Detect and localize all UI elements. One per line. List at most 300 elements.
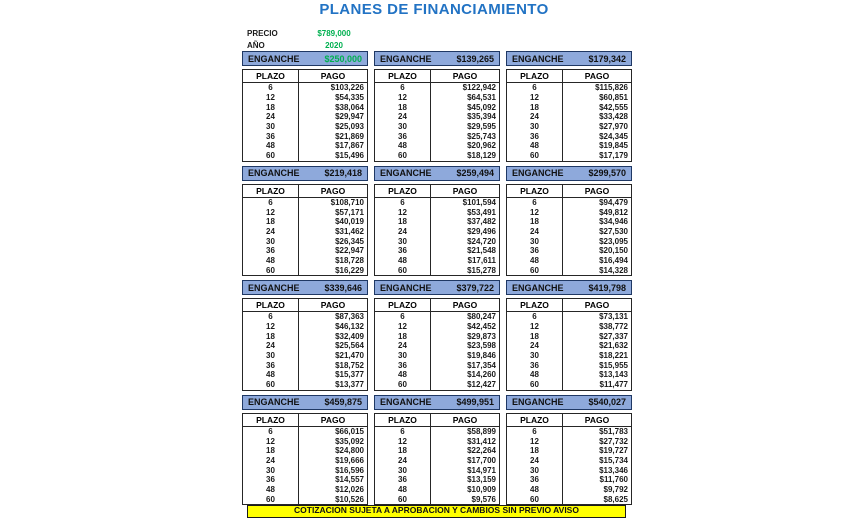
- pago-value: $25,564: [335, 341, 364, 351]
- pago-value: $21,548: [467, 246, 496, 256]
- plazo-value: 12: [243, 93, 299, 103]
- plazo-value: 36: [375, 360, 431, 370]
- enganche-label: ENGANCHE: [512, 168, 564, 178]
- pago-value: $25,093: [335, 122, 364, 132]
- plazo-column-header: PLAZO: [243, 185, 299, 197]
- plazo-value: 30: [507, 351, 563, 361]
- plan-card: [242, 166, 368, 277]
- payment-row: [375, 131, 499, 141]
- payment-table-header: [243, 185, 367, 198]
- payment-row: [243, 217, 367, 227]
- pago-value: $24,800: [335, 446, 364, 456]
- payment-row: [243, 236, 367, 246]
- pago-value: $24,720: [467, 236, 496, 246]
- pago-value: $54,335: [335, 93, 364, 103]
- enganche-label: ENGANCHE: [512, 53, 564, 64]
- payment-row: [375, 485, 499, 495]
- plazo-value: 24: [375, 227, 431, 237]
- payment-row: [243, 494, 367, 504]
- plazo-value: 30: [375, 351, 431, 361]
- pago-value: $42,555: [599, 102, 628, 112]
- pago-value: $49,812: [599, 207, 628, 217]
- enganche-header: [242, 166, 368, 181]
- plazo-column-header: PLAZO: [375, 70, 431, 82]
- plazo-value: 6: [375, 83, 431, 93]
- payment-row: [507, 93, 631, 103]
- plazo-value: 48: [507, 485, 563, 495]
- payment-row: [375, 227, 499, 237]
- price-info-block: [247, 27, 358, 51]
- plazo-value: 18: [243, 102, 299, 112]
- plans-grid: [242, 51, 632, 505]
- payment-row: [507, 360, 631, 370]
- plazo-value: 48: [507, 256, 563, 266]
- plazo-value: 24: [507, 341, 563, 351]
- payment-row: [243, 151, 367, 161]
- payment-table-header: [375, 70, 499, 83]
- plazo-value: 30: [507, 236, 563, 246]
- payment-row: [507, 436, 631, 446]
- pago-value: $16,494: [599, 255, 628, 265]
- price-value: $789,000: [317, 28, 351, 38]
- plazo-value: 24: [507, 112, 563, 122]
- enganche-label: ENGANCHE: [380, 53, 432, 64]
- plazo-value: 12: [243, 436, 299, 446]
- payment-row: [243, 256, 367, 266]
- payment-row: [507, 331, 631, 341]
- payment-row: [375, 380, 499, 390]
- pago-value: $15,377: [335, 370, 364, 380]
- pago-value: $19,727: [599, 446, 628, 456]
- pago-value: $19,846: [467, 351, 496, 361]
- pago-value: $17,611: [467, 255, 496, 265]
- payment-row: [507, 456, 631, 466]
- pago-value: $15,734: [599, 455, 628, 465]
- plazo-column-header: PLAZO: [375, 185, 431, 197]
- payment-row: [507, 131, 631, 141]
- plazo-value: 30: [243, 236, 299, 246]
- payment-table-header: [375, 185, 499, 198]
- pago-value: $38,772: [599, 322, 628, 332]
- plazo-value: 60: [243, 265, 299, 275]
- pago-value: $27,337: [599, 331, 628, 341]
- pago-value: $23,095: [599, 236, 628, 246]
- payment-table-header: [243, 70, 367, 83]
- payment-table: [374, 69, 500, 162]
- plazo-value: 36: [507, 131, 563, 141]
- plazo-column-header: PLAZO: [507, 185, 563, 197]
- payment-table: [242, 413, 368, 506]
- plazo-value: 36: [507, 475, 563, 485]
- pago-value: $27,970: [599, 122, 628, 132]
- payment-table: [506, 298, 632, 391]
- payment-row: [243, 360, 367, 370]
- payment-row: [243, 102, 367, 112]
- plazo-value: 36: [243, 246, 299, 256]
- plazo-value: 30: [243, 351, 299, 361]
- enganche-value: $339,646: [324, 282, 362, 293]
- plazo-value: 12: [507, 93, 563, 103]
- payment-row: [507, 207, 631, 217]
- enganche-value: $250,000: [324, 53, 362, 64]
- pago-value: $25,743: [467, 131, 496, 141]
- pago-value: $18,728: [335, 255, 364, 265]
- payment-row: [375, 436, 499, 446]
- plazo-value: 36: [243, 360, 299, 370]
- plazo-value: 36: [507, 246, 563, 256]
- enganche-value: $419,798: [588, 282, 626, 293]
- plan-card: [506, 51, 632, 162]
- plan-card: [242, 395, 368, 506]
- plazo-value: 12: [507, 436, 563, 446]
- payment-row: [243, 436, 367, 446]
- plazo-value: 36: [375, 475, 431, 485]
- payment-row: [507, 246, 631, 256]
- enganche-value: $540,027: [588, 397, 626, 407]
- pago-value: $12,427: [467, 380, 496, 390]
- payment-row: [375, 331, 499, 341]
- pago-value: $51,783: [599, 426, 628, 436]
- enganche-label: ENGANCHE: [380, 397, 432, 407]
- plazo-value: 6: [243, 427, 299, 437]
- pago-value: $57,171: [335, 207, 364, 217]
- plazo-column-header: PLAZO: [507, 299, 563, 311]
- enganche-header: [242, 51, 368, 66]
- pago-value: $24,345: [599, 131, 628, 141]
- plazo-column-header: PLAZO: [243, 70, 299, 82]
- pago-value: $23,598: [467, 341, 496, 351]
- plazo-value: 24: [243, 227, 299, 237]
- payment-row: [507, 141, 631, 151]
- pago-value: $31,462: [335, 226, 364, 236]
- pago-value: $10,909: [467, 484, 496, 494]
- pago-value: $87,363: [335, 312, 364, 322]
- payment-table: [506, 69, 632, 162]
- pago-column-header: PAGO: [452, 414, 478, 425]
- pago-value: $19,845: [599, 141, 628, 151]
- enganche-value: $459,875: [324, 397, 362, 407]
- pago-value: $21,470: [335, 351, 364, 361]
- payment-row: [375, 102, 499, 112]
- payment-table: [374, 298, 500, 391]
- price-row: [247, 27, 358, 39]
- enganche-header: [242, 395, 368, 410]
- payment-row: [243, 322, 367, 332]
- payment-row: [375, 475, 499, 485]
- payment-table-header: [507, 414, 631, 427]
- payment-table-header: [507, 70, 631, 83]
- payment-row: [507, 112, 631, 122]
- pago-column-header: PAGO: [584, 185, 610, 196]
- payment-row: [243, 207, 367, 217]
- plazo-value: 6: [507, 198, 563, 208]
- page-title: PLANES DE FINANCIAMIENTO: [319, 1, 549, 18]
- payment-row: [375, 265, 499, 275]
- payment-table: [374, 184, 500, 277]
- payment-row: [375, 198, 499, 208]
- pago-value: $38,064: [335, 102, 364, 112]
- payment-table: [242, 184, 368, 277]
- enganche-label: ENGANCHE: [248, 168, 300, 178]
- payment-row: [375, 351, 499, 361]
- pago-value: $42,452: [467, 322, 496, 332]
- pago-value: $16,596: [335, 465, 364, 475]
- plazo-value: 24: [507, 456, 563, 466]
- plazo-value: 24: [243, 456, 299, 466]
- plazo-value: 30: [507, 122, 563, 132]
- payment-row: [243, 331, 367, 341]
- enganche-header: [242, 280, 368, 295]
- pago-value: $29,595: [467, 122, 496, 132]
- plazo-value: 36: [507, 360, 563, 370]
- pago-value: $26,345: [335, 236, 364, 246]
- payment-row: [375, 256, 499, 266]
- plazo-column-header: PLAZO: [507, 414, 563, 426]
- pago-value: $14,557: [335, 475, 364, 485]
- plazo-value: 12: [507, 207, 563, 217]
- payment-table-header: [243, 414, 367, 427]
- payment-row: [375, 370, 499, 380]
- pago-value: $18,221: [599, 351, 628, 361]
- plazo-value: 60: [507, 151, 563, 161]
- payment-row: [375, 151, 499, 161]
- payment-row: [243, 341, 367, 351]
- pago-value: $14,260: [467, 370, 496, 380]
- pago-value: $94,479: [599, 197, 628, 207]
- pago-value: $27,530: [599, 226, 628, 236]
- pago-column-header: PAGO: [320, 414, 346, 425]
- pago-value: $29,496: [467, 226, 496, 236]
- plazo-value: 48: [507, 370, 563, 380]
- payment-row: [243, 198, 367, 208]
- payment-row: [507, 446, 631, 456]
- payment-row: [507, 322, 631, 332]
- pago-value: $13,346: [599, 465, 628, 475]
- payment-row: [243, 131, 367, 141]
- plazo-value: 12: [507, 322, 563, 332]
- plazo-value: 60: [243, 380, 299, 390]
- enganche-header: [506, 51, 632, 66]
- payment-row: [507, 485, 631, 495]
- enganche-value: $499,951: [456, 397, 494, 407]
- pago-value: $66,015: [335, 426, 364, 436]
- enganche-header: [506, 280, 632, 295]
- plazo-column-header: PLAZO: [375, 414, 431, 426]
- payment-row: [507, 380, 631, 390]
- year-value: 2020: [325, 40, 343, 50]
- pago-value: $18,129: [467, 151, 496, 161]
- pago-column-header: PAGO: [320, 300, 346, 310]
- plazo-value: 60: [507, 380, 563, 390]
- payment-row: [507, 227, 631, 237]
- pago-value: $34,946: [599, 217, 628, 227]
- enganche-label: ENGANCHE: [380, 168, 432, 178]
- plazo-value: 60: [375, 494, 431, 504]
- pago-value: $40,019: [335, 217, 364, 227]
- payment-row: [375, 236, 499, 246]
- plazo-value: 36: [375, 246, 431, 256]
- plazo-value: 6: [243, 312, 299, 322]
- plazo-value: 18: [243, 446, 299, 456]
- plazo-value: 18: [507, 217, 563, 227]
- payment-row: [375, 246, 499, 256]
- plazo-column-header: PLAZO: [507, 70, 563, 82]
- plazo-value: 48: [243, 141, 299, 151]
- plazo-value: 60: [243, 494, 299, 504]
- pago-value: $115,826: [595, 83, 628, 93]
- pago-value: $35,394: [467, 112, 496, 122]
- payment-row: [507, 265, 631, 275]
- plazo-value: 6: [507, 83, 563, 93]
- payment-table: [506, 413, 632, 506]
- pago-value: $15,496: [335, 151, 364, 161]
- pago-value: $53,491: [467, 207, 496, 217]
- payment-table: [242, 69, 368, 162]
- pago-column-header: PAGO: [584, 71, 610, 81]
- plazo-value: 36: [243, 475, 299, 485]
- plazo-value: 24: [375, 456, 431, 466]
- plazo-value: 60: [375, 380, 431, 390]
- payment-row: [507, 198, 631, 208]
- pago-value: $27,732: [599, 436, 628, 446]
- enganche-header: [374, 395, 500, 410]
- plan-card: [506, 166, 632, 277]
- plazo-value: 6: [243, 198, 299, 208]
- pago-value: $9,576: [471, 494, 496, 504]
- payment-row: [243, 246, 367, 256]
- pago-value: $18,752: [335, 360, 364, 370]
- pago-value: $32,409: [335, 331, 364, 341]
- payment-row: [243, 485, 367, 495]
- payment-row: [507, 351, 631, 361]
- enganche-label: ENGANCHE: [380, 282, 432, 293]
- payment-table-header: [375, 299, 499, 312]
- payment-row: [243, 351, 367, 361]
- enganche-value: $379,722: [456, 282, 494, 293]
- plazo-value: 12: [243, 322, 299, 332]
- pago-value: $46,132: [335, 322, 364, 332]
- pago-column-header: PAGO: [452, 185, 478, 196]
- enganche-label: ENGANCHE: [248, 53, 300, 64]
- enganche-value: $299,570: [588, 168, 626, 178]
- pago-column-header: PAGO: [452, 300, 478, 310]
- plazo-value: 60: [507, 265, 563, 275]
- payment-row: [243, 370, 367, 380]
- plazo-value: 60: [243, 151, 299, 161]
- payment-row: [375, 217, 499, 227]
- pago-value: $22,947: [335, 246, 364, 256]
- plazo-value: 30: [243, 122, 299, 132]
- plazo-value: 24: [243, 341, 299, 351]
- pago-value: $11,760: [599, 475, 628, 485]
- plazo-value: 48: [243, 485, 299, 495]
- payment-row: [507, 236, 631, 246]
- payment-row: [507, 465, 631, 475]
- plazo-value: 60: [375, 151, 431, 161]
- payment-row: [243, 465, 367, 475]
- payment-table-header: [375, 414, 499, 427]
- payment-table: [242, 298, 368, 391]
- pago-column-header: PAGO: [584, 414, 610, 425]
- pago-column-header: PAGO: [320, 71, 346, 81]
- plazo-value: 12: [375, 93, 431, 103]
- pago-value: $19,666: [335, 455, 364, 465]
- plan-card: [242, 280, 368, 391]
- plazo-value: 18: [243, 331, 299, 341]
- payment-row: [375, 465, 499, 475]
- payment-row: [243, 122, 367, 132]
- payment-row: [375, 341, 499, 351]
- pago-value: $15,955: [599, 360, 628, 370]
- pago-value: $9,792: [603, 484, 628, 494]
- plan-card: [506, 280, 632, 391]
- pago-column-header: PAGO: [584, 300, 610, 310]
- pago-value: $29,947: [335, 112, 364, 122]
- payment-row: [243, 446, 367, 456]
- plazo-value: 12: [243, 207, 299, 217]
- plazo-value: 12: [375, 436, 431, 446]
- plazo-value: 24: [507, 227, 563, 237]
- plazo-value: 6: [507, 312, 563, 322]
- pago-value: $29,873: [467, 331, 496, 341]
- plazo-value: 18: [507, 331, 563, 341]
- price-label: PRECIO: [247, 28, 278, 38]
- payment-row: [507, 370, 631, 380]
- pago-value: $58,899: [467, 426, 496, 436]
- pago-value: $20,962: [467, 141, 496, 151]
- pago-value: $15,278: [467, 265, 496, 275]
- pago-column-header: PAGO: [452, 71, 478, 81]
- payment-row: [375, 83, 499, 93]
- plazo-value: 48: [375, 485, 431, 495]
- plazo-value: 18: [375, 102, 431, 112]
- pago-value: $17,867: [335, 141, 364, 151]
- plazo-value: 60: [375, 265, 431, 275]
- pago-value: $35,092: [335, 436, 364, 446]
- footer-disclaimer-banner: COTIZACION SUJETA A APROBACION Y CAMBIOS SIN PREVIO AVISO: [247, 505, 626, 518]
- plazo-value: 48: [507, 141, 563, 151]
- pago-value: $80,247: [467, 312, 496, 322]
- pago-value: $37,482: [467, 217, 496, 227]
- plan-card: [374, 280, 500, 391]
- plazo-value: 30: [375, 236, 431, 246]
- pago-value: $13,143: [599, 370, 628, 380]
- plazo-value: 48: [375, 141, 431, 151]
- pago-value: $21,632: [599, 341, 628, 351]
- pago-value: $16,229: [335, 265, 364, 275]
- enganche-header: [374, 280, 500, 295]
- plazo-value: 24: [243, 112, 299, 122]
- plazo-value: 24: [375, 112, 431, 122]
- payment-row: [507, 256, 631, 266]
- payment-row: [507, 427, 631, 437]
- plazo-value: 30: [243, 465, 299, 475]
- pago-value: $64,531: [467, 93, 496, 103]
- payment-row: [507, 151, 631, 161]
- pago-value: $13,377: [335, 380, 364, 390]
- pago-value: $14,328: [599, 265, 628, 275]
- plazo-value: 60: [507, 494, 563, 504]
- enganche-label: ENGANCHE: [248, 282, 300, 293]
- enganche-header: [374, 166, 500, 181]
- pago-value: $11,477: [599, 380, 628, 390]
- plazo-value: 6: [375, 427, 431, 437]
- payment-row: [375, 360, 499, 370]
- plazo-column-header: PLAZO: [375, 299, 431, 311]
- plazo-value: 18: [243, 217, 299, 227]
- plazo-value: 12: [375, 207, 431, 217]
- enganche-value: $179,342: [588, 53, 626, 64]
